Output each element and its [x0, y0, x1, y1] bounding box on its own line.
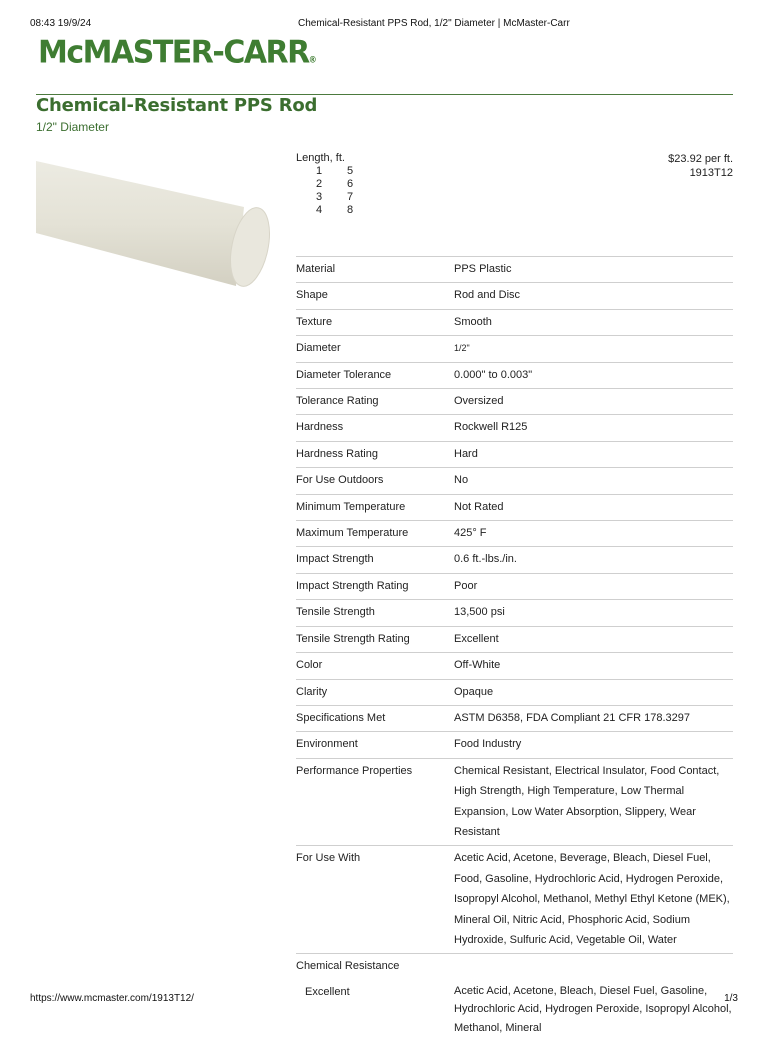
price: $23.92 per ft. — [668, 153, 733, 165]
spec-label: Hardness — [296, 415, 454, 441]
spec-label: Shape — [296, 283, 454, 309]
spec-row — [296, 468, 733, 494]
print-page-number: 1/3 — [724, 993, 738, 1004]
spec-value: PPS Plastic — [454, 257, 733, 283]
spec-value: Hard — [454, 441, 733, 467]
spec-label: Maximum Temperature — [296, 521, 454, 547]
logo-registered-mark: ® — [308, 55, 317, 65]
print-timestamp: 08:43 19/9/24 — [30, 18, 92, 29]
length-option[interactable]: 4 — [315, 204, 323, 216]
spec-value: Opaque — [454, 679, 733, 705]
spec-row — [296, 336, 733, 362]
spec-label: Color — [296, 653, 454, 679]
spec-row — [296, 626, 733, 652]
page-subtitle: 1/2" Diameter — [36, 120, 109, 134]
spec-row — [296, 283, 733, 309]
spec-row — [296, 679, 733, 705]
spec-row — [296, 389, 733, 415]
spec-value: Not Rated — [454, 494, 733, 520]
spec-sublabel: Excellent — [305, 985, 350, 998]
pps-rod-image — [36, 155, 276, 300]
spec-row — [296, 521, 733, 547]
spec-label: Material — [296, 257, 454, 283]
length-option[interactable]: 8 — [346, 204, 354, 216]
spec-row — [296, 846, 733, 954]
spec-row — [296, 954, 733, 980]
spec-row — [296, 257, 733, 283]
spec-value: 425° F — [454, 521, 733, 547]
spec-label: Impact Strength Rating — [296, 573, 454, 599]
spec-label: Chemical Resistance — [296, 954, 454, 980]
spec-row — [296, 732, 733, 758]
length-option[interactable]: 3 — [315, 191, 323, 203]
price-block — [668, 152, 733, 180]
print-url[interactable]: https://www.mcmaster.com/1913T12/ — [30, 993, 194, 1004]
spec-value: No — [454, 468, 733, 494]
spec-label: For Use Outdoors — [296, 468, 454, 494]
length-options — [308, 165, 370, 216]
spec-label: Tensile Strength — [296, 600, 454, 626]
spec-row — [296, 441, 733, 467]
spec-value: Acetic Acid, Acetone, Bleach, Diesel Fuel, Gasoline, Hydrochloric Acid, Hydrogen Peroxide, Isopropyl Alcohol, Methanol, Mineral — [454, 984, 732, 1034]
spec-label: Tolerance Rating — [296, 389, 454, 415]
spec-value: 0.6 ft.-lbs./in. — [454, 547, 733, 573]
mcmaster-carr-logo[interactable] — [38, 34, 317, 71]
spec-label: Tensile Strength Rating — [296, 626, 454, 652]
print-header — [30, 18, 738, 32]
page-title: Chemical-Resistant PPS Rod — [36, 95, 318, 116]
spec-value: 1/2" — [454, 336, 733, 362]
spec-label: Specifications Met — [296, 705, 454, 731]
spec-label: Minimum Temperature — [296, 494, 454, 520]
length-label: Length, ft. — [296, 152, 345, 164]
spec-label: Hardness Rating — [296, 441, 454, 467]
spec-row — [296, 980, 733, 1040]
spec-label: Clarity — [296, 679, 454, 705]
length-option[interactable]: 5 — [346, 165, 354, 177]
spec-value: Smooth — [454, 309, 733, 335]
spec-row — [296, 758, 733, 846]
spec-row — [296, 547, 733, 573]
spec-row — [296, 415, 733, 441]
spec-value: Food Industry — [454, 732, 733, 758]
spec-value: ASTM D6358, FDA Compliant 21 CFR 178.3297 — [454, 705, 733, 731]
spec-row — [296, 309, 733, 335]
length-option[interactable]: 1 — [315, 165, 323, 177]
spec-value: Rockwell R125 — [454, 415, 733, 441]
spec-value: 0.000" to 0.003" — [454, 362, 733, 388]
part-number[interactable]: 1913T12 — [689, 167, 733, 179]
spec-value: 13,500 psi — [454, 600, 733, 626]
logo-text: McMASTER-CARR — [38, 34, 309, 71]
print-page-title: Chemical-Resistant PPS Rod, 1/2" Diameter | McMaster-Carr — [298, 18, 570, 29]
spec-label: Impact Strength — [296, 547, 454, 573]
spec-row — [296, 653, 733, 679]
spec-value: Excellent — [454, 626, 733, 652]
spec-label: Diameter — [296, 336, 454, 362]
spec-table — [296, 256, 733, 1040]
spec-value — [454, 954, 733, 980]
spec-row — [296, 600, 733, 626]
spec-label: Performance Properties — [296, 758, 454, 846]
length-option[interactable]: 6 — [346, 178, 354, 190]
length-selector — [296, 152, 370, 216]
spec-label: Environment — [296, 732, 454, 758]
spec-row — [296, 705, 733, 731]
spec-label: Texture — [296, 309, 454, 335]
print-footer — [30, 993, 738, 1007]
spec-value: Acetic Acid, Acetone, Beverage, Bleach, Diesel Fuel, Food, Gasoline, Hydrochloric Acid, Hydrogen Peroxide, Isopropyl Alcohol, Methanol, Methyl Ethyl Ketone (MEK), Mineral Oil, Nitric Acid, Phosphoric Acid, Sodium Hydroxide, Sulfuric Acid, Vegetable Oil, Water — [454, 846, 733, 954]
spec-label: Diameter Tolerance — [296, 362, 454, 388]
spec-value: Oversized — [454, 389, 733, 415]
spec-value: Off-White — [454, 653, 733, 679]
spec-value: Chemical Resistant, Electrical Insulator, Food Contact, High Strength, High Temperature, Low Thermal Expansion, Low Water Absorption, Slippery, Wear Resistant — [454, 758, 733, 846]
length-option[interactable]: 7 — [346, 191, 354, 203]
spec-value: Poor — [454, 573, 733, 599]
spec-value: Rod and Disc — [454, 283, 733, 309]
length-option[interactable]: 2 — [315, 178, 323, 190]
spec-row — [296, 573, 733, 599]
spec-row — [296, 494, 733, 520]
spec-label: For Use With — [296, 846, 454, 954]
spec-row — [296, 362, 733, 388]
